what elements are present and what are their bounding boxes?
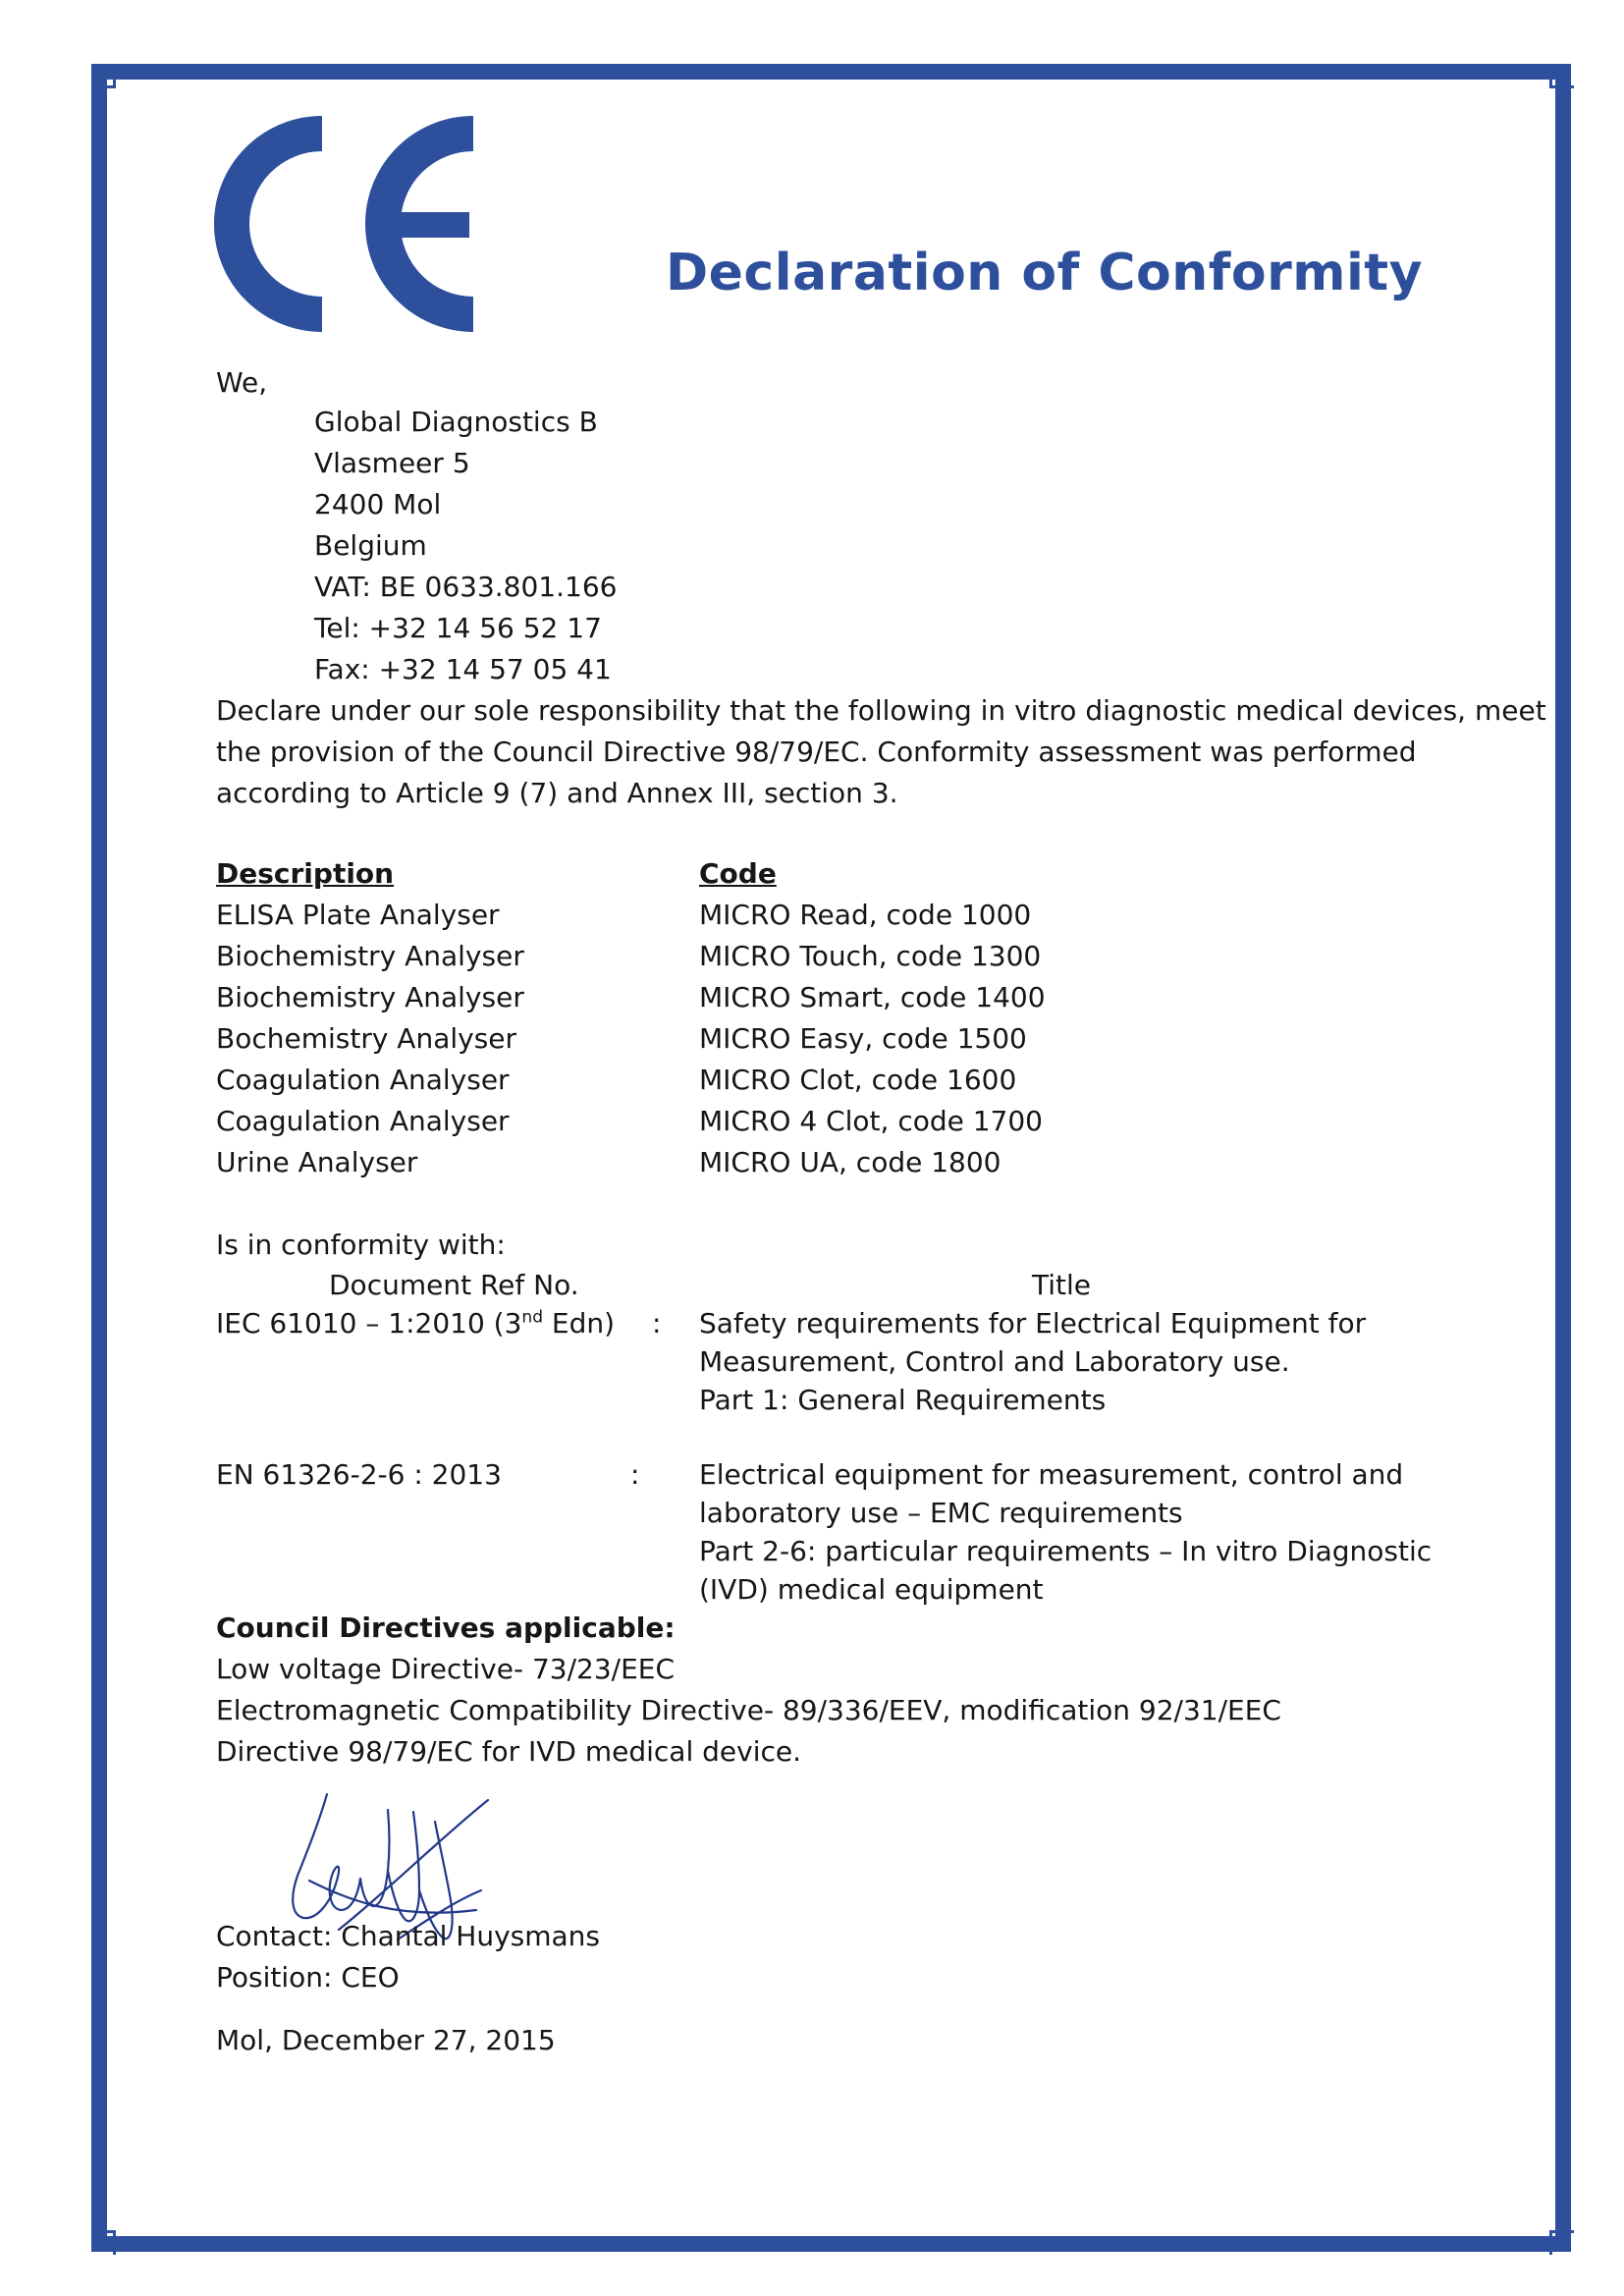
phone-number: Tel: +32 14 56 52 17 — [314, 612, 602, 644]
conformity-heading: Is in conformity with: — [216, 1229, 506, 1261]
page-title: Declaration of Conformity — [666, 244, 1424, 302]
border-corner — [1549, 2230, 1574, 2255]
code-header: Code — [699, 857, 777, 890]
standard-title-line: Measurement, Control and Laboratory use. — [699, 1345, 1290, 1378]
address-country: Belgium — [314, 529, 427, 562]
standard-separator: : — [630, 1458, 640, 1491]
standard-separator: : — [652, 1307, 662, 1339]
standard-ref: IEC 61010 – 1:2010 (3nd Edn) — [216, 1307, 616, 1339]
product-code: MICRO Clot, code 1600 — [699, 1064, 1017, 1096]
product-description: ELISA Plate Analyser — [216, 899, 500, 931]
directives-heading: Council Directives applicable: — [216, 1612, 676, 1644]
declaration-line: Declare under our sole responsibility that the following in vitro diagnostic medical devices, meet — [216, 694, 1546, 727]
description-header: Description — [216, 857, 395, 890]
standard-title-line: (IVD) medical equipment — [699, 1573, 1044, 1606]
title-header: Title — [1032, 1269, 1092, 1301]
address-street: Vlasmeer 5 — [314, 447, 470, 479]
product-description: Urine Analyser — [216, 1146, 418, 1178]
product-code: MICRO UA, code 1800 — [699, 1146, 1001, 1178]
product-code: MICRO Touch, code 1300 — [699, 940, 1042, 972]
directive-item: Electromagnetic Compatibility Directive- 89/336/EEV, modification 92/31/EEC — [216, 1694, 1281, 1726]
ce-mark-logo — [206, 116, 501, 332]
directive-item: Low voltage Directive- 73/23/EEC — [216, 1653, 676, 1685]
border-corner — [91, 2230, 116, 2255]
declaration-line: according to Article 9 (7) and Annex III, section 3. — [216, 777, 898, 809]
intro-text: We, — [216, 366, 268, 399]
product-code: MICRO 4 Clot, code 1700 — [699, 1105, 1043, 1137]
product-description: Coagulation Analyser — [216, 1105, 510, 1137]
standard-title-line: Safety requirements for Electrical Equipment for — [699, 1307, 1367, 1339]
product-description: Bochemistry Analyser — [216, 1022, 517, 1055]
product-code: MICRO Read, code 1000 — [699, 899, 1032, 931]
standard-title-line: Electrical equipment for measurement, control and — [699, 1458, 1404, 1491]
product-description: Biochemistry Analyser — [216, 981, 524, 1013]
vat-number: VAT: BE 0633.801.166 — [314, 571, 618, 603]
contact-name: Contact: Chantal Huysmans — [216, 1920, 601, 1952]
product-code: MICRO Smart, code 1400 — [699, 981, 1046, 1013]
address-city: 2400 Mol — [314, 488, 442, 520]
standard-ref: EN 61326-2-6 : 2013 — [216, 1458, 502, 1491]
standard-title-line: Part 2-6: particular requirements – In vitro Diagnostic — [699, 1535, 1433, 1567]
place-date: Mol, December 27, 2015 — [216, 2024, 556, 2056]
directive-item: Directive 98/79/EC for IVD medical device. — [216, 1735, 802, 1768]
border-corner — [1549, 64, 1574, 88]
company-name: Global Diagnostics B — [314, 406, 598, 438]
standard-title-line: Part 1: General Requirements — [699, 1384, 1107, 1416]
fax-number: Fax: +32 14 57 05 41 — [314, 653, 612, 685]
border-corner — [91, 64, 116, 88]
standard-title-line: laboratory use – EMC requirements — [699, 1497, 1183, 1529]
product-description: Coagulation Analyser — [216, 1064, 510, 1096]
contact-position: Position: CEO — [216, 1961, 400, 1994]
doc-ref-header: Document Ref No. — [329, 1269, 579, 1301]
product-code: MICRO Easy, code 1500 — [699, 1022, 1027, 1055]
product-description: Biochemistry Analyser — [216, 940, 524, 972]
declaration-line: the provision of the Council Directive 98/79/EC. Conformity assessment was performed — [216, 736, 1417, 768]
